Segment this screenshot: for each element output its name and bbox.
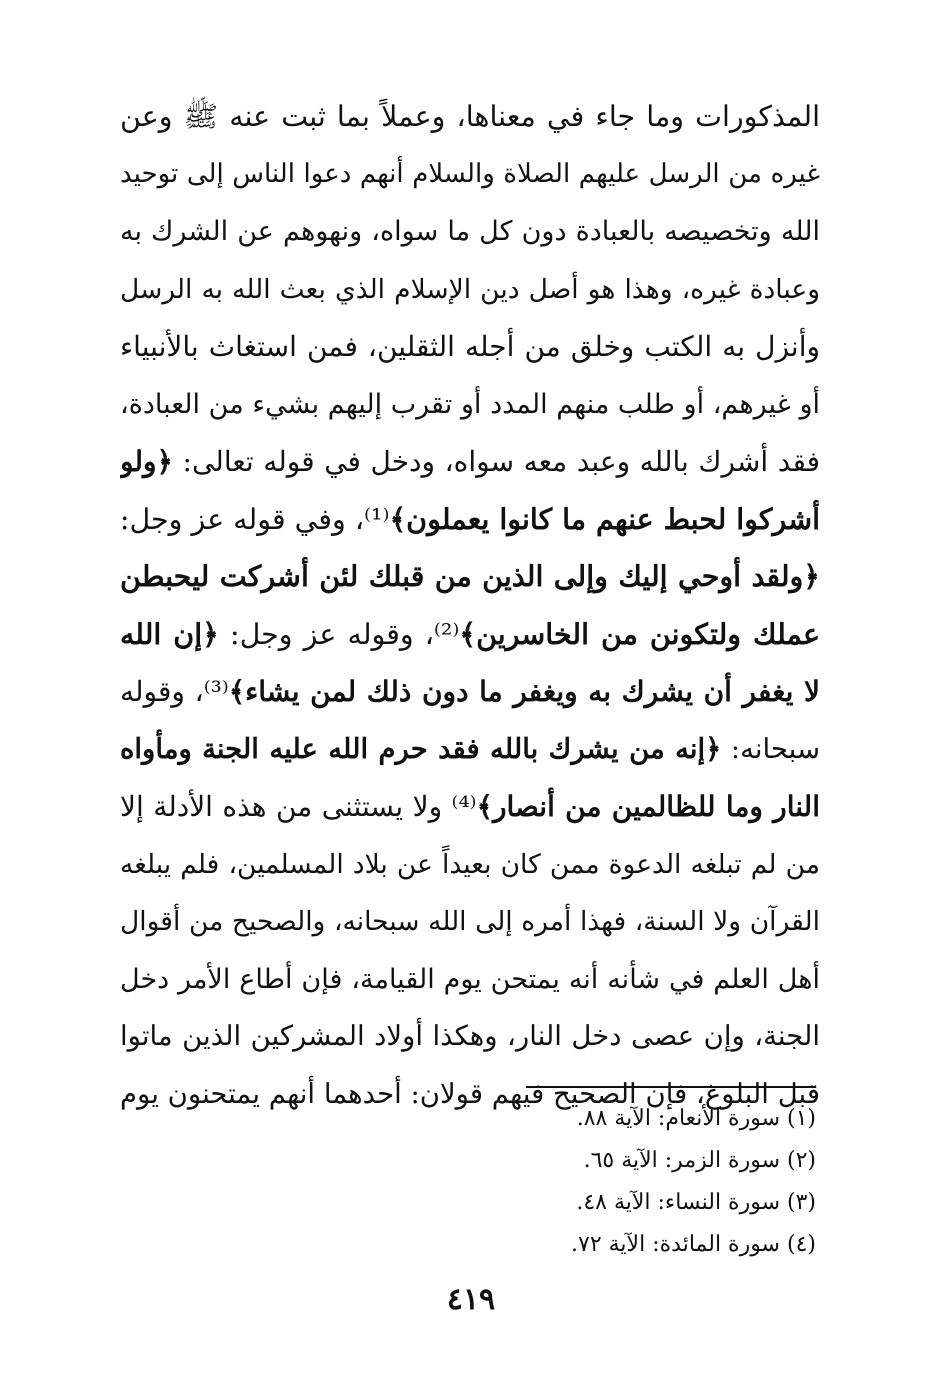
quran-verse-segment: ﴿ولو [120,445,173,478]
text-segment: ⁽³⁾، وقوله [120,675,229,708]
text-segment: قبل البلوغ، فإن الصحيح فيهم قولان: أحدهما أنهم يمتحنون يوم [120,1077,820,1110]
page-number: ٤١٩ [446,1282,496,1317]
footnote-divider [526,1086,816,1088]
text-segment: المذكورات وما جاء في معناها، وعملاً بما ثبت عنه ﷺ وعن [120,100,820,133]
text-line [120,491,820,549]
text-line [120,606,820,664]
quran-verse-segment: عملك ولتكونن من الخاسرين﴾ [459,616,820,651]
footnote-item: (٢) سورة الزمر: الآية ٦٥. [583,1148,816,1173]
text-segment: أهل العلم في شأنه أنه يمتحن يوم القيامة، فإن أطاع الأمر دخل [120,963,820,995]
text-segment: وأنزل به الكتب وخلق من أجله الثقلين، فمن استغاث بالأنبياء [120,330,820,363]
text-line [120,318,820,376]
quran-verse-segment: ﴿إن الله [120,616,219,651]
text-segment: ⁽¹⁾، وفي قوله عز وجل: [120,502,390,536]
text-line [120,778,820,836]
text-line [120,836,820,894]
footnotes [416,1098,816,1266]
quran-verse-segment: ﴿إنه من يشرك بالله فقد حرم الله عليه الجنة ومأواه [120,732,722,765]
quran-verse-segment: ﴿ولقد أوحي إليك وإلى الذين من قبلك لئن أشركت ليحبطن [120,559,820,593]
text-segment: فقد أشرك بالله وعبد معه سواه، ودخل في قوله تعالى: [172,445,820,478]
body-text [120,88,820,1123]
text-line [120,721,820,779]
text-segment: الله وتخصيصه بالعبادة دون كل ما سواه، ونهوهم عن الشرك به [120,216,820,247]
text-segment: ⁽²⁾، وقوله عز وجل: [218,617,460,651]
text-line [120,88,820,146]
text-segment: القرآن ولا السنة، فهذا أمره إلى الله سبحانه، والصحيح من أقوال [120,906,820,937]
text-line [120,261,820,319]
text-line [120,893,820,951]
footnote-item: (٤) سورة المائدة: الآية ٧٢. [571,1232,816,1257]
text-segment: وعبادة غيره، وهذا هو أصل دين الإسلام الذي بعث الله به الرسل [120,273,820,305]
quran-verse-segment: أشركوا لحبط عنهم ما كانوا يعملون﴾ [389,501,820,536]
quran-verse-segment: لا يغفر أن يشرك به ويغفر ما دون ذلك لمن يشاء﴾ [228,675,820,708]
text-line [120,146,820,204]
text-line [120,376,820,434]
text-segment: الجنة، وإن عصى دخل النار، وهكذا أولاد المشركين الذين ماتوا [120,1020,820,1052]
text-segment: ⁽⁴⁾ ولا يستثنى من هذه الأدلة إلا [120,790,477,823]
text-line [120,433,820,491]
footnote-item: (٣) سورة النساء: الآية ٤٨. [576,1190,816,1215]
text-line [120,203,820,261]
quran-verse-segment: النار وما للظالمين من أنصار﴾ [476,790,820,823]
footnote-item: (١) سورة الأنعام: الآية ٨٨. [576,1106,816,1131]
text-segment: غيره من الرسل عليهم الصلاة والسلام أنهم دعوا الناس إلى توحيد [120,158,820,189]
text-segment: أو غيرهم، أو طلب منهم المدد أو تقرب إليهم بشيء من العبادة، [120,388,820,420]
text-line [120,548,820,606]
text-line [120,951,820,1009]
text-segment: سبحانه: [721,732,820,765]
text-line [120,1008,820,1066]
text-line [120,663,820,721]
text-segment: من لم تبلغه الدعوة ممن كان بعيداً عن بلاد المسلمين، فلم يبلغه [120,848,820,880]
